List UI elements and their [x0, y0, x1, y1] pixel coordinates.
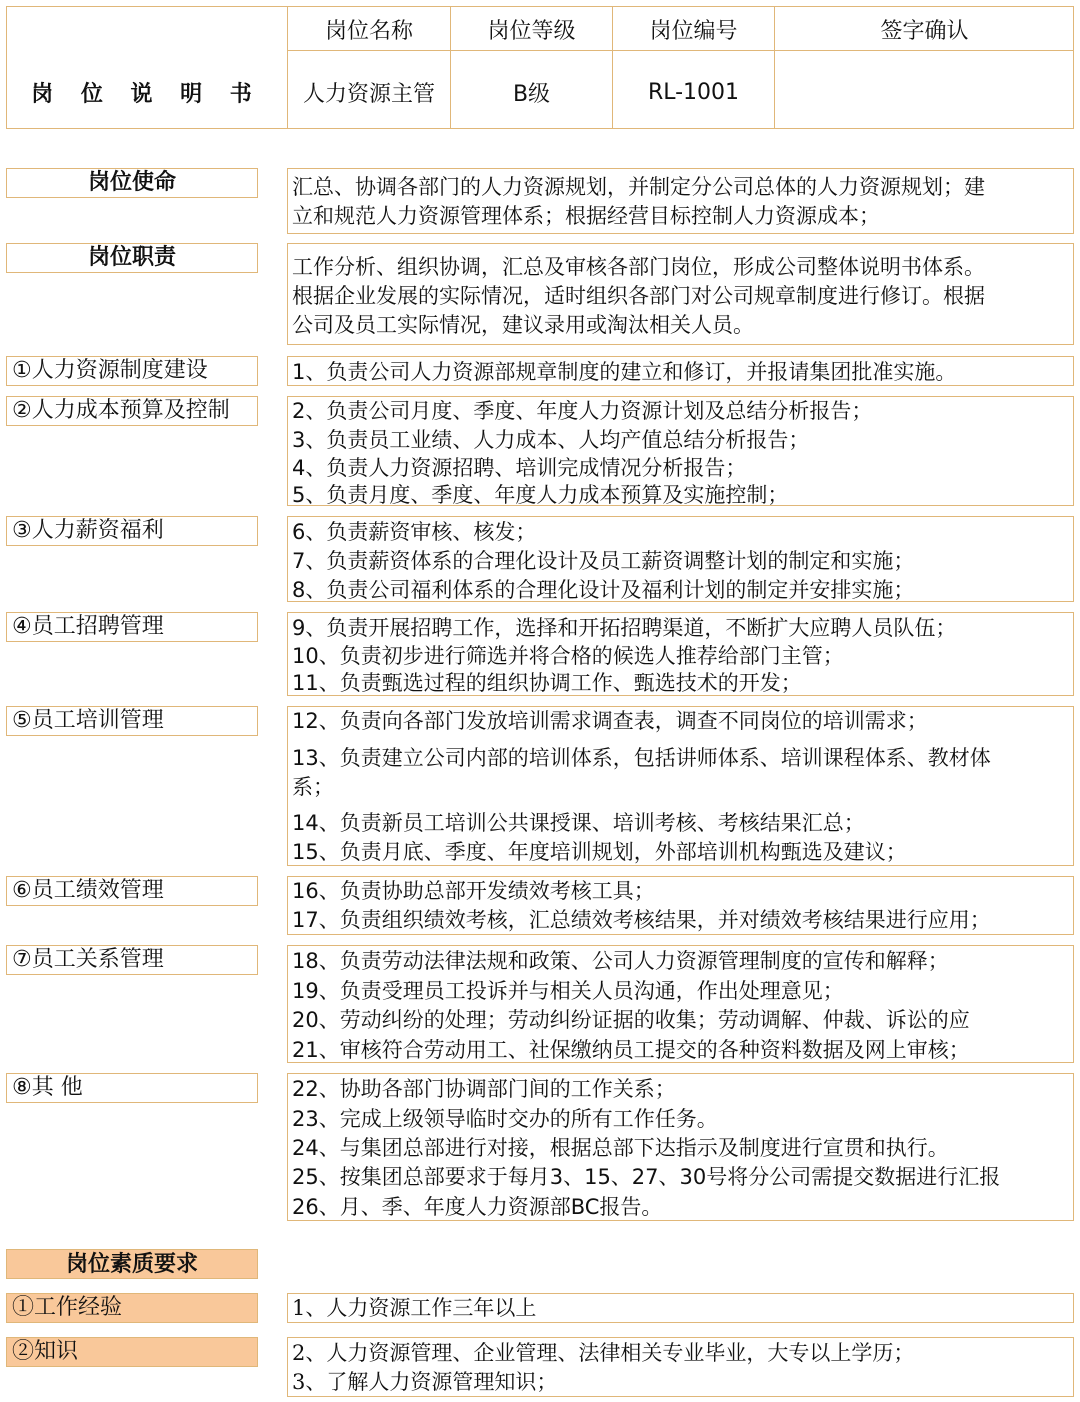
position-code: RL-1001: [647, 79, 740, 105]
col-header-signature: 签字确认: [880, 18, 969, 44]
position-level: B级: [512, 81, 551, 107]
list-item: 16、负责协助总部开发绩效考核工具；: [292, 879, 655, 903]
list-item: 7、负责薪资体系的合理化设计及员工薪资调整计划的制定和实施；: [292, 549, 915, 573]
duty-line: 公司及员工实际情况，建议录用或淘汰相关人员。: [292, 313, 754, 337]
section-label-salary-benefits: ③人力薪资福利: [6, 516, 258, 546]
document-title: 岗 位 说 明 书: [31, 81, 262, 107]
list-item: 2、人力资源管理、企业管理、法律相关专业毕业，大专以上学历；: [292, 1341, 915, 1365]
section-label-training: ⑤员工培训管理: [6, 706, 258, 736]
quality-label-experience: ①工作经验: [6, 1293, 258, 1323]
list-item: 6、负责薪资审核、核发；: [292, 520, 537, 544]
list-item: 14、负责新员工培训公共课授课、培训考核、考核结果汇总；: [292, 811, 865, 835]
list-item: 3、了解人力资源管理知识；: [292, 1370, 558, 1394]
list-item: 10、负责初步进行筛选并将合格的候选人推荐给部门主管；: [292, 644, 844, 668]
list-item: 22、协助各部门协调部门间的工作关系；: [292, 1077, 676, 1101]
list-item: 3、负责员工业绩、人力成本、人均产值总结分析报告；: [292, 428, 810, 452]
list-item: 4、负责人力资源招聘、培训完成情况分析报告；: [292, 456, 747, 480]
col-header-code: 岗位编号: [649, 18, 738, 44]
mission-label: 岗位使命: [6, 168, 258, 198]
section-label-performance: ⑥员工绩效管理: [6, 876, 258, 906]
duty-line: 工作分析、组织协调，汇总及审核各部门岗位，形成公司整体说明书体系。: [292, 255, 985, 279]
list-item: 19、负责受理员工投诉并与相关人员沟通，作出处理意见；: [292, 979, 844, 1003]
list-item: 15、负责月底、季度、年度培训规划，外部培训机构甄选及建议；: [292, 840, 907, 864]
list-item: 25、按集团总部要求于每月3、15、27、30号将分公司需提交数据进行汇报: [292, 1165, 1001, 1189]
list-item: 17、负责组织绩效考核，汇总绩效考核结果，并对绩效考核结果进行应用；: [292, 908, 991, 932]
list-item: 26、月、季、年度人力资源部BC报告。: [292, 1195, 663, 1219]
list-item: 8、负责公司福利体系的合理化设计及福利计划的制定并安排实施；: [292, 578, 915, 602]
col-header-name: 岗位名称: [324, 18, 413, 44]
list-item: 11、负责甄选过程的组织协调工作、甄选技术的开发；: [292, 671, 802, 695]
quality-label-knowledge: ②知识: [6, 1337, 258, 1367]
duty-label: 岗位职责: [6, 243, 258, 273]
list-item: 21、审核符合劳动用工、社保缴纳员工提交的各种资料数据及网上审核；: [292, 1038, 970, 1062]
section-label-cost-budget: ②人力成本预算及控制: [6, 396, 258, 426]
list-item: 9、负责开展招聘工作，选择和开拓招聘渠道，不断扩大应聘人员队伍；: [292, 616, 957, 640]
list-item: 20、劳动纠纷的处理；劳动纠纷证据的收集；劳动调解、仲裁、诉讼的应: [292, 1008, 970, 1032]
list-item: 12、负责向各部门发放培训需求调查表，调查不同岗位的培训需求；: [292, 709, 928, 733]
quality-label: 岗位素质要求: [6, 1249, 258, 1279]
list-item: 24、与集团总部进行对接，根据总部下达指示及制度进行宣贯和执行。: [292, 1136, 949, 1160]
list-item: 23、完成上级领导临时交办的所有工作任务。: [292, 1107, 718, 1131]
col-header-level: 岗位等级: [487, 18, 576, 44]
list-item: 1、人力资源工作三年以上: [292, 1296, 537, 1320]
list-item: 1、负责公司人力资源部规章制度的建立和修订，并报请集团批准实施。: [292, 360, 957, 384]
list-item: 系；: [292, 775, 334, 799]
signature-cell[interactable]: [775, 51, 1074, 129]
list-item: 13、负责建立公司内部的培训体系，包括讲师体系、培训课程体系、教材体: [292, 746, 991, 770]
section-label-employee-relations: ⑦员工关系管理: [6, 945, 258, 975]
section-label-other: ⑧其 他: [6, 1073, 258, 1103]
position-name: 人力资源主管: [302, 81, 435, 107]
list-item: 2、负责公司月度、季度、年度人力资源计划及总结分析报告；: [292, 399, 873, 423]
section-label-recruitment: ④员工招聘管理: [6, 612, 258, 642]
duty-line: 根据企业发展的实际情况，适时组织各部门对公司规章制度进行修订。根据: [292, 284, 985, 308]
list-item: 18、负责劳动法律法规和政策、公司人力资源管理制度的宣传和解释；: [292, 949, 949, 973]
list-item: 5、负责月度、季度、年度人力成本预算及实施控制；: [292, 483, 789, 507]
mission-line: 汇总、协调各部门的人力资源规划，并制定分公司总体的人力资源规划；建: [292, 175, 985, 199]
mission-line: 立和规范人力资源管理体系；根据经营目标控制人力资源成本；: [292, 204, 880, 228]
section-label-hr-system: ①人力资源制度建设: [6, 356, 258, 386]
